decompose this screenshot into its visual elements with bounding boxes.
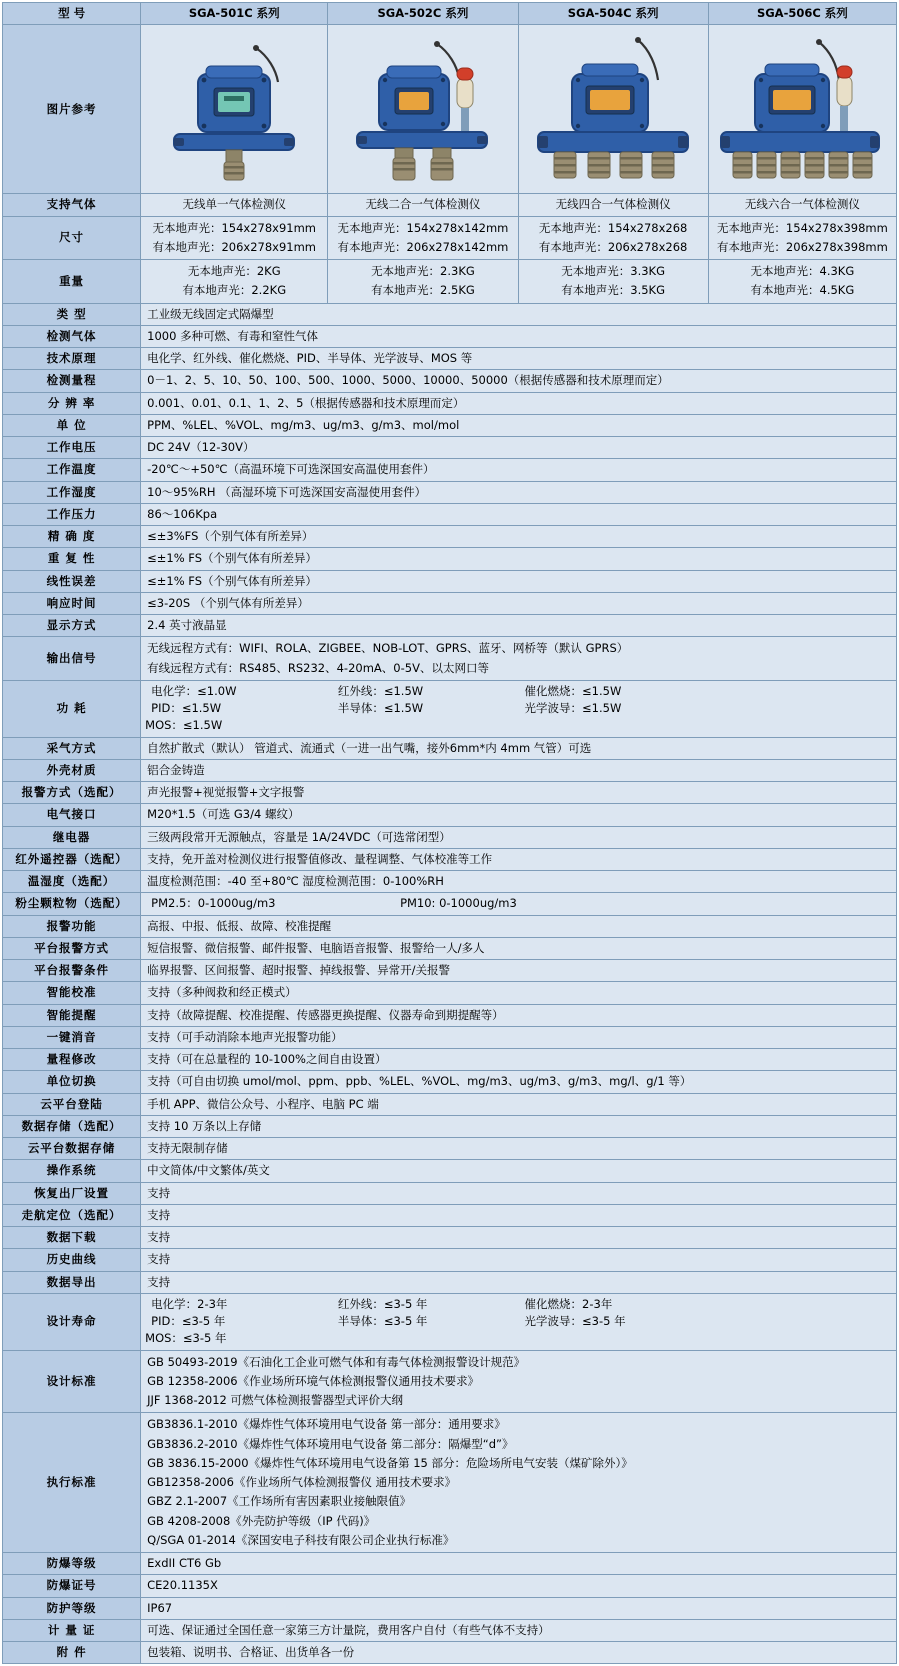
device-image-501c — [141, 25, 328, 194]
exec-standard-line5: GBZ 2.1-2007《工作场所有害因素职业接触限值》 — [147, 1494, 412, 1509]
lifespan-line2 — [145, 1313, 892, 1348]
lifespan-optical: 光学波导：≤3-5 年 — [524, 1314, 626, 1328]
row-label-ex-cert: 防爆证号 — [3, 1575, 141, 1597]
power-infrared: 红外线：≤1.5W — [337, 683, 424, 698]
size-502c — [328, 216, 518, 260]
row-label-platform-alarm-condition: 平台报警条件 — [3, 960, 141, 982]
relay-value: 三级两段常开无源触点，容量是 1A/24VDC（可选常闭型） — [141, 826, 897, 848]
table-row-data-export — [3, 1271, 897, 1293]
range-modify-value: 支持（可在总量程的 10-100%之间自由设置） — [141, 1049, 897, 1071]
table-row-ex-level — [3, 1553, 897, 1575]
table-row-unit-switch — [3, 1071, 897, 1093]
weight-501c — [141, 260, 328, 304]
temp-value: -20℃～+50℃（高温环境下可选深国安高温使用套件） — [141, 459, 897, 481]
weight-502c — [328, 260, 518, 304]
label-header: 型 号 — [3, 3, 141, 25]
table-row-pressure — [3, 503, 897, 525]
row-label-pressure: 工作压力 — [3, 503, 141, 525]
row-label-temp-humidity-option: 温湿度（选配） — [3, 871, 141, 893]
response-time-value: ≤3-20S （个别气体有所差异） — [141, 592, 897, 614]
row-label-smart-calibration: 智能校准 — [3, 982, 141, 1004]
resolution-value: 0.001、0.01、0.1、1、2、5（根据传感器和技术原理而定） — [141, 392, 897, 414]
design-standard-line3: JJF 1368-2012 可燃气体检测报警器型式评价大纲 — [147, 1393, 404, 1407]
table-row-principle — [3, 348, 897, 370]
size-501c-line1: 无本地声光：154x278x91mm — [152, 220, 317, 235]
table-row-header — [3, 3, 897, 25]
voltage-value: DC 24V（12-30V） — [141, 437, 897, 459]
type-value: 工业级无线固定式隔爆型 — [141, 303, 897, 325]
weight-506c-line1: 无本地声光：4.3KG — [750, 264, 855, 278]
row-label-ip-rating: 防护等级 — [3, 1597, 141, 1619]
gas-support-502c: 无线二合一气体检测仪 — [328, 194, 518, 216]
weight-506c-line2: 有本地声光：4.5KG — [750, 283, 855, 298]
row-label-sampling: 采气方式 — [3, 737, 141, 759]
row-label-platform-alarm-mode: 平台报警方式 — [3, 937, 141, 959]
row-label-image-ref: 图片参考 — [3, 25, 141, 194]
row-label-weight: 重量 — [3, 260, 141, 304]
table-row-mute — [3, 1026, 897, 1048]
table-row-navigation — [3, 1204, 897, 1226]
row-label-data-download: 数据下载 — [3, 1227, 141, 1249]
row-label-meter-cert: 计 量 证 — [3, 1619, 141, 1641]
alarm-mode-value: 声光报警+视觉报警+文字报警 — [141, 782, 897, 804]
size-504c-line1: 无本地声光：154x278x268 — [538, 220, 688, 235]
row-label-principle: 技术原理 — [3, 348, 141, 370]
design-standard-value — [141, 1350, 897, 1413]
row-label-alarm-function: 报警功能 — [3, 915, 141, 937]
size-504c-line2: 有本地声光：206x278x268 — [538, 239, 688, 254]
table-row-ip-rating — [3, 1597, 897, 1619]
table-row-smart-calibration — [3, 982, 897, 1004]
table-row-size — [3, 216, 897, 260]
history-curve-value: 支持 — [141, 1249, 897, 1271]
output-line2: 有线远程方式有：RS485、RS232、4-20mA、0-5V、以太网口等 — [147, 660, 489, 675]
row-label-electrical-interface: 电气接口 — [3, 804, 141, 826]
range-value: 0－1、2、5、10、50、100、500、1000、5000、10000、50000（根据传感器和技术原理而定） — [141, 370, 897, 392]
data-download-value: 支持 — [141, 1227, 897, 1249]
table-row-voltage — [3, 437, 897, 459]
principle-value: 电化学、红外线、催化燃烧、PID、半导体、光学波导、MOS 等 — [141, 348, 897, 370]
row-label-exec-standard: 执行标准 — [3, 1413, 141, 1553]
row-label-remote-control: 红外遥控器（选配） — [3, 848, 141, 870]
exec-standard-line3: GB 3836.15-2000《爆炸性气体环境用电气设备第 15 部分：危险场所电气安装（煤矿除外）》 — [147, 1455, 633, 1470]
table-row-linearity — [3, 570, 897, 592]
exec-standard-line6: GB 4208-2008《外壳防护等级（IP 代码)》 — [147, 1513, 376, 1528]
size-502c-line2: 有本地声光：206x278x142mm — [337, 239, 509, 254]
weight-504c-line2: 有本地声光：3.5KG — [561, 283, 666, 298]
remote-control-value: 支持，免开盖对检测仪进行报警值修改、量程调整、气体校准等工作 — [141, 848, 897, 870]
size-501c-line2: 有本地声光：206x278x91mm — [152, 239, 317, 254]
power-electrochemical: 电化学：≤1.0W — [151, 683, 237, 698]
device-image-502c — [328, 25, 518, 194]
row-label-temp: 工作温度 — [3, 459, 141, 481]
shell-value: 铝合金铸造 — [141, 759, 897, 781]
gas-detector-icon-6 — [709, 26, 895, 192]
table-row-ex-cert — [3, 1575, 897, 1597]
row-label-accessory: 附 件 — [3, 1642, 141, 1664]
size-506c-line1: 无本地声光：154x278x398mm — [716, 220, 888, 235]
table-row-unit — [3, 414, 897, 436]
power-catalytic: 催化燃烧：≤1.5W — [524, 683, 622, 698]
table-row-cloud-storage — [3, 1138, 897, 1160]
lifespan-infrared: 红外线：≤3-5 年 — [337, 1296, 428, 1311]
table-row-response-time — [3, 592, 897, 614]
humidity-value: 10～95%RH （高湿环境下可选深国安高湿使用套件） — [141, 481, 897, 503]
device-image-506c — [708, 25, 896, 194]
power-semiconductor: 半导体：≤1.5W — [337, 701, 424, 715]
table-row-exec-standard — [3, 1413, 897, 1553]
repeatability-value: ≤±1% FS（个别气体有所差异） — [141, 548, 897, 570]
weight-504c — [518, 260, 708, 304]
row-label-power: 功 耗 — [3, 680, 141, 737]
row-label-range: 检测量程 — [3, 370, 141, 392]
data-export-value: 支持 — [141, 1271, 897, 1293]
size-504c — [518, 216, 708, 260]
table-row-shell — [3, 759, 897, 781]
size-506c-line2: 有本地声光：206x278x398mm — [716, 239, 888, 254]
table-row-type — [3, 303, 897, 325]
size-501c — [141, 216, 328, 260]
lifespan-value — [141, 1293, 897, 1350]
row-label-response-time: 响应时间 — [3, 592, 141, 614]
lifespan-semiconductor: 半导体：≤3-5 年 — [337, 1314, 428, 1328]
table-row-temp — [3, 459, 897, 481]
table-row-remote-control — [3, 848, 897, 870]
exec-standard-line1: GB3836.1-2010《爆炸性气体环境用电气设备 第一部分：通用要求》 — [147, 1417, 506, 1432]
dust-pm10: PM10: 0-1000ug/m3 — [400, 896, 517, 911]
row-label-type: 类 型 — [3, 303, 141, 325]
table-row-range — [3, 370, 897, 392]
table-row-electrical-interface — [3, 804, 897, 826]
table-row-history-curve — [3, 1249, 897, 1271]
unit-value: PPM、%LEL、%VOL、mg/m3、ug/m3、g/m3、mol/mol — [141, 414, 897, 436]
lifespan-catalytic: 催化燃烧：2-3年 — [524, 1296, 613, 1311]
output-line1: 无线远程方式有：WIFI、ROLA、ZIGBEE、NOB-LOT、GPRS、蓝牙、网桥等（默认 GPRS） — [147, 641, 629, 656]
table-row-resolution — [3, 392, 897, 414]
row-label-linearity: 线性误差 — [3, 570, 141, 592]
smart-reminder-value: 支持（故障提醒、校准提醒、传感器更换提醒、仪器寿命到期提醒等） — [141, 1004, 897, 1026]
model-header-1: SGA-501C 系列 — [141, 3, 328, 25]
smart-calibration-value: 支持（多种阀救和经正模式） — [141, 982, 897, 1004]
row-label-os: 操作系统 — [3, 1160, 141, 1182]
table-row-alarm-mode — [3, 782, 897, 804]
table-row-data-download — [3, 1227, 897, 1249]
size-506c — [708, 216, 896, 260]
table-row-weight — [3, 260, 897, 304]
row-label-dust: 粉尘颗粒物（选配） — [3, 893, 141, 915]
exec-standard-line4: GB12358-2006《作业场所气体检测报警仪 通用技术要求》 — [147, 1475, 457, 1489]
accuracy-value: ≤±3%FS（个别气体有所差异） — [141, 526, 897, 548]
weight-502c-line1: 无本地声光：2.3KG — [371, 264, 475, 278]
device-image-504c — [518, 25, 708, 194]
model-header-2: SGA-502C 系列 — [328, 3, 518, 25]
row-label-resolution: 分 辨 率 — [3, 392, 141, 414]
power-optical: 光学波导：≤1.5W — [524, 701, 622, 715]
electrical-interface-value: M20*1.5（可选 G3/4 螺纹） — [141, 804, 897, 826]
row-label-gas-support: 支持气体 — [3, 194, 141, 216]
table-row-design-standard — [3, 1350, 897, 1413]
exec-standard-value — [141, 1413, 897, 1553]
table-row-accuracy — [3, 526, 897, 548]
table-row-image — [3, 25, 897, 194]
weight-504c-line1: 无本地声光：3.3KG — [561, 264, 666, 278]
table-row-sampling — [3, 737, 897, 759]
data-storage-value: 支持 10 万条以上存储 — [141, 1115, 897, 1137]
table-row-gas-support — [3, 194, 897, 216]
row-label-unit: 单 位 — [3, 414, 141, 436]
power-line2 — [145, 700, 892, 735]
meter-cert-value: 可选、保证通过全国任意一家第三方计量院，费用客户自付（有些气体不支持） — [141, 1619, 897, 1641]
row-label-accuracy: 精 确 度 — [3, 526, 141, 548]
dust-value — [141, 893, 897, 915]
row-label-output: 输出信号 — [3, 637, 141, 681]
model-header-4: SGA-506C 系列 — [708, 3, 896, 25]
table-row-alarm-function — [3, 915, 897, 937]
row-label-size: 尺寸 — [3, 216, 141, 260]
table-row-smart-reminder — [3, 1004, 897, 1026]
table-row-detect-gas — [3, 325, 897, 347]
gas-support-504c: 无线四合一气体检测仪 — [518, 194, 708, 216]
gas-detector-icon-4 — [520, 26, 706, 192]
row-label-relay: 继电器 — [3, 826, 141, 848]
row-label-repeatability: 重 复 性 — [3, 548, 141, 570]
gas-support-501c: 无线单一气体检测仪 — [141, 194, 328, 216]
table-row-cloud-login — [3, 1093, 897, 1115]
mute-value: 支持（可手动消除本地声光报警功能） — [141, 1026, 897, 1048]
lifespan-pid: PID：≤3-5 年 — [151, 1314, 226, 1328]
cloud-storage-value: 支持无限制存储 — [141, 1138, 897, 1160]
table-row-accessory — [3, 1642, 897, 1664]
linearity-value: ≤±1% FS（个别气体有所差异） — [141, 570, 897, 592]
power-mos: MOS：≤1.5W — [145, 718, 223, 733]
row-label-mute: 一键消音 — [3, 1026, 141, 1048]
lifespan-mos: MOS：≤3-5 年 — [145, 1331, 227, 1346]
row-label-history-curve: 历史曲线 — [3, 1249, 141, 1271]
platform-alarm-condition-value: 临界报警、区间报警、超时报警、掉线报警、异常开/关报警 — [141, 960, 897, 982]
model-header-3: SGA-504C 系列 — [518, 3, 708, 25]
row-label-ex-level: 防爆等级 — [3, 1553, 141, 1575]
gas-detector-icon-1 — [144, 26, 324, 192]
row-label-data-export: 数据导出 — [3, 1271, 141, 1293]
exec-standard-line7: Q/SGA 01-2014《深国安电子科技有限公司企业执行标准》 — [147, 1532, 455, 1547]
design-standard-line2: GB 12358-2006《作业场所环境气体检测报警仪通用技术要求》 — [147, 1373, 480, 1388]
unit-switch-value: 支持（可自由切换 umol/mol、ppm、ppb、%LEL、%VOL、mg/m3、ug/m3、g/m3、mg/l、g/1 等） — [141, 1071, 897, 1093]
row-label-data-storage: 数据存储（选配） — [3, 1115, 141, 1137]
row-label-unit-switch: 单位切换 — [3, 1071, 141, 1093]
platform-alarm-mode-value: 短信报警、微信报警、邮件报警、电脑语音报警、报警给一人/多人 — [141, 937, 897, 959]
dust-pm25: PM2.5：0-1000ug/m3 — [151, 896, 276, 911]
ip-rating-value: IP67 — [141, 1597, 897, 1619]
table-row-power — [3, 680, 897, 737]
table-row-data-storage — [3, 1115, 897, 1137]
table-row-repeatability — [3, 548, 897, 570]
gas-support-506c: 无线六合一气体检测仪 — [708, 194, 896, 216]
weight-501c-line1: 无本地声光：2KG — [187, 264, 281, 278]
factory-reset-value: 支持 — [141, 1182, 897, 1204]
table-row-factory-reset — [3, 1182, 897, 1204]
gas-detector-icon-2 — [333, 26, 513, 192]
table-row-display — [3, 615, 897, 637]
row-label-lifespan: 设计寿命 — [3, 1293, 141, 1350]
table-row-range-modify — [3, 1049, 897, 1071]
row-label-cloud-login: 云平台登陆 — [3, 1093, 141, 1115]
output-value — [141, 637, 897, 681]
display-value: 2.4 英寸液晶显 — [141, 615, 897, 637]
sampling-value: 自然扩散式（默认） 管道式、流通式（一进一出气嘴，接外6mm*内 4mm 气管）可选 — [141, 737, 897, 759]
weight-502c-line2: 有本地声光：2.5KG — [371, 283, 475, 298]
row-label-display: 显示方式 — [3, 615, 141, 637]
table-row-temp-humidity-option — [3, 871, 897, 893]
table-row-platform-alarm-mode — [3, 937, 897, 959]
row-label-shell: 外壳材质 — [3, 759, 141, 781]
table-row-relay — [3, 826, 897, 848]
row-label-range-modify: 量程修改 — [3, 1049, 141, 1071]
table-row-meter-cert — [3, 1619, 897, 1641]
row-label-humidity: 工作湿度 — [3, 481, 141, 503]
weight-506c — [708, 260, 896, 304]
navigation-value: 支持 — [141, 1204, 897, 1226]
table-row-humidity — [3, 481, 897, 503]
accessory-value: 包装箱、说明书、合格证、出货单各一份 — [141, 1642, 897, 1664]
power-line1 — [145, 683, 892, 700]
alarm-function-value: 高报、中报、低报、故障、校准提醒 — [141, 915, 897, 937]
weight-501c-line2: 有本地声光：2.2KG — [182, 283, 287, 298]
ex-cert-value: CE20.1135X — [141, 1575, 897, 1597]
row-label-alarm-mode: 报警方式（选配） — [3, 782, 141, 804]
power-pid: PID：≤1.5W — [151, 701, 222, 715]
table-row-platform-alarm-condition — [3, 960, 897, 982]
detect-gas-value: 1000 多种可燃、有毒和窒性气体 — [141, 325, 897, 347]
design-standard-line1: GB 50493-2019《石油化工企业可燃气体和有毒气体检测报警设计规范》 — [147, 1354, 526, 1369]
exec-standard-line2: GB3836.2-2010《爆炸性气体环境用电气设备 第二部分：隔爆型“d”》 — [147, 1436, 514, 1451]
power-value — [141, 680, 897, 737]
row-label-smart-reminder: 智能提醒 — [3, 1004, 141, 1026]
lifespan-line1 — [145, 1296, 892, 1313]
row-label-navigation: 走航定位（选配） — [3, 1204, 141, 1226]
os-value: 中文简体/中文繁体/英文 — [141, 1160, 897, 1182]
row-label-factory-reset: 恢复出厂设置 — [3, 1182, 141, 1204]
table-row-os — [3, 1160, 897, 1182]
pressure-value: 86～106Kpa — [141, 503, 897, 525]
table-row-output — [3, 637, 897, 681]
size-502c-line1: 无本地声光：154x278x142mm — [337, 220, 509, 235]
row-label-voltage: 工作电压 — [3, 437, 141, 459]
ex-level-value: ExdII CT6 Gb — [141, 1553, 897, 1575]
temp-humidity-option-value: 温度检测范围：-40 至+80℃ 湿度检测范围：0-100%RH — [141, 871, 897, 893]
spec-table — [2, 2, 897, 1664]
row-label-detect-gas: 检测气体 — [3, 325, 141, 347]
table-row-lifespan — [3, 1293, 897, 1350]
cloud-login-value: 手机 APP、微信公众号、小程序、电脑 PC 端 — [141, 1093, 897, 1115]
row-label-cloud-storage: 云平台数据存储 — [3, 1138, 141, 1160]
lifespan-electrochemical: 电化学：2-3年 — [151, 1296, 228, 1311]
row-label-design-standard: 设计标准 — [3, 1350, 141, 1413]
table-row-dust — [3, 893, 897, 915]
